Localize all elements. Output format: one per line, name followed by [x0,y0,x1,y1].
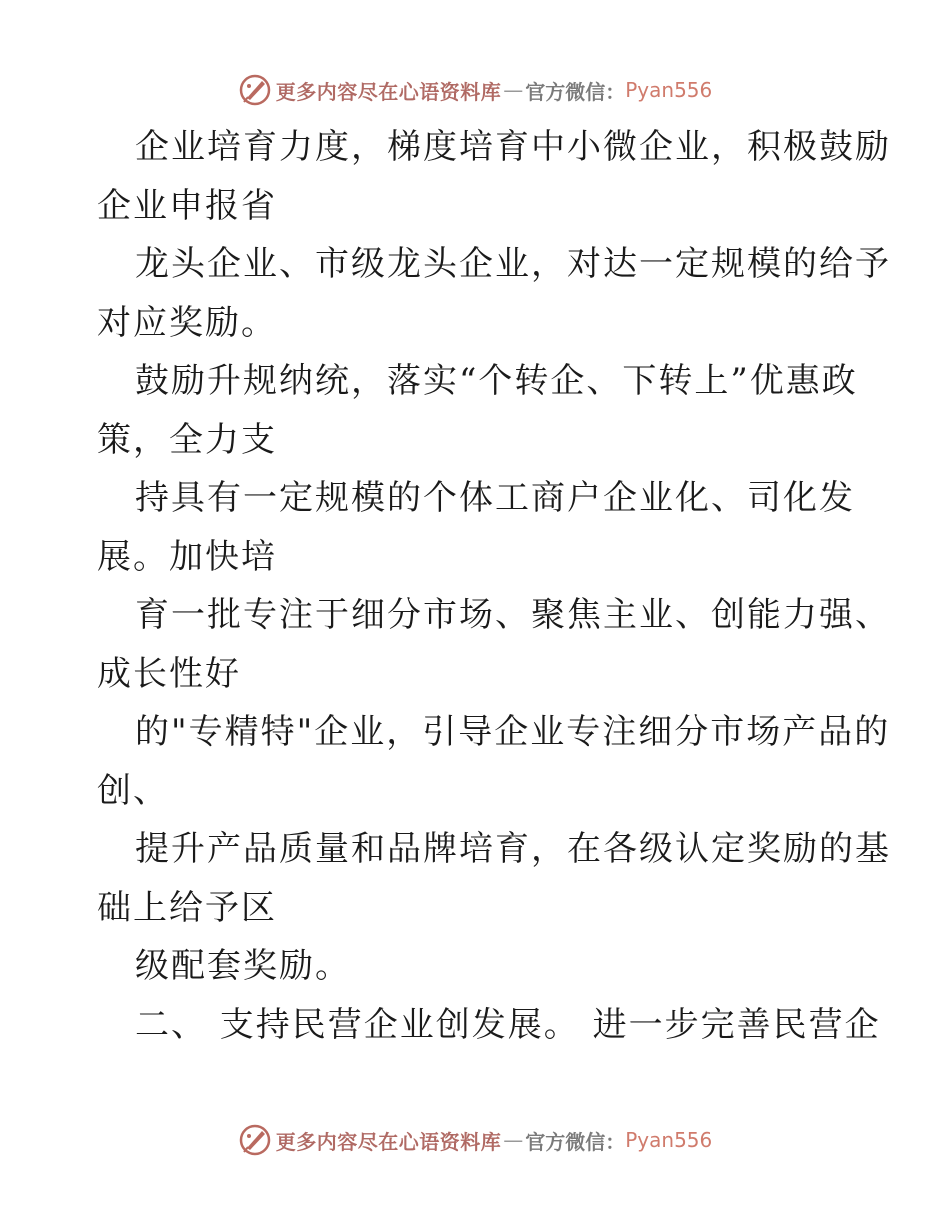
footer-watermark [0,1120,950,1160]
text-line: 对应奖励。 [97,302,277,343]
watermark-text: 更多内容尽在心语资料库 [275,79,502,104]
text-line: 的"专精特"企业，引导企业专注细分市场产品的 [135,712,891,752]
watermark-wechat-label: 官方微信： [525,79,626,104]
watermark-text: 更多内容尽在心语资料库 [275,1129,502,1154]
watermark-separator: — [503,1128,524,1152]
text-line: 企业培育力度，梯度培育中小微企业，积极鼓励 [135,127,891,167]
header-watermark [0,70,950,110]
text-line: 二、 支持民营企业创发展。 进一步完善民营企 [135,1004,881,1045]
text-line: 企业申报省 [97,185,277,226]
text-line: 育一批专注于细分市场、聚焦主业、创能力强、 [135,595,891,635]
document-body [97,118,891,1054]
text-line: 持具有一定规模的个体工商户企业化、司化发 [135,478,855,518]
text-line: 鼓励升规纳统，落实“个转企、下转上”优惠政 [135,361,858,401]
text-line: 级配套奖励。 [135,946,351,986]
watermark-separator: — [503,78,524,102]
watermark-wechat-label: 官方微信： [525,1129,626,1154]
text-line: 础上给予区 [97,887,277,928]
watermark-wechat-id: Pyan556 [625,1128,713,1152]
text-line: 展。加快培 [97,536,277,577]
watermark-wechat-id: Pyan556 [625,78,713,102]
text-line: 成长性好 [97,653,241,694]
quill-pen-logo-icon [238,73,272,107]
text-line: 策，全力支 [97,419,277,460]
text-line: 创、 [97,770,169,811]
text-line: 龙头企业、市级龙头企业，对达一定规模的给予 [135,244,891,284]
text-line: 提升产品质量和品牌培育，在各级认定奖励的基 [135,829,891,869]
quill-pen-logo-icon [238,1123,272,1157]
